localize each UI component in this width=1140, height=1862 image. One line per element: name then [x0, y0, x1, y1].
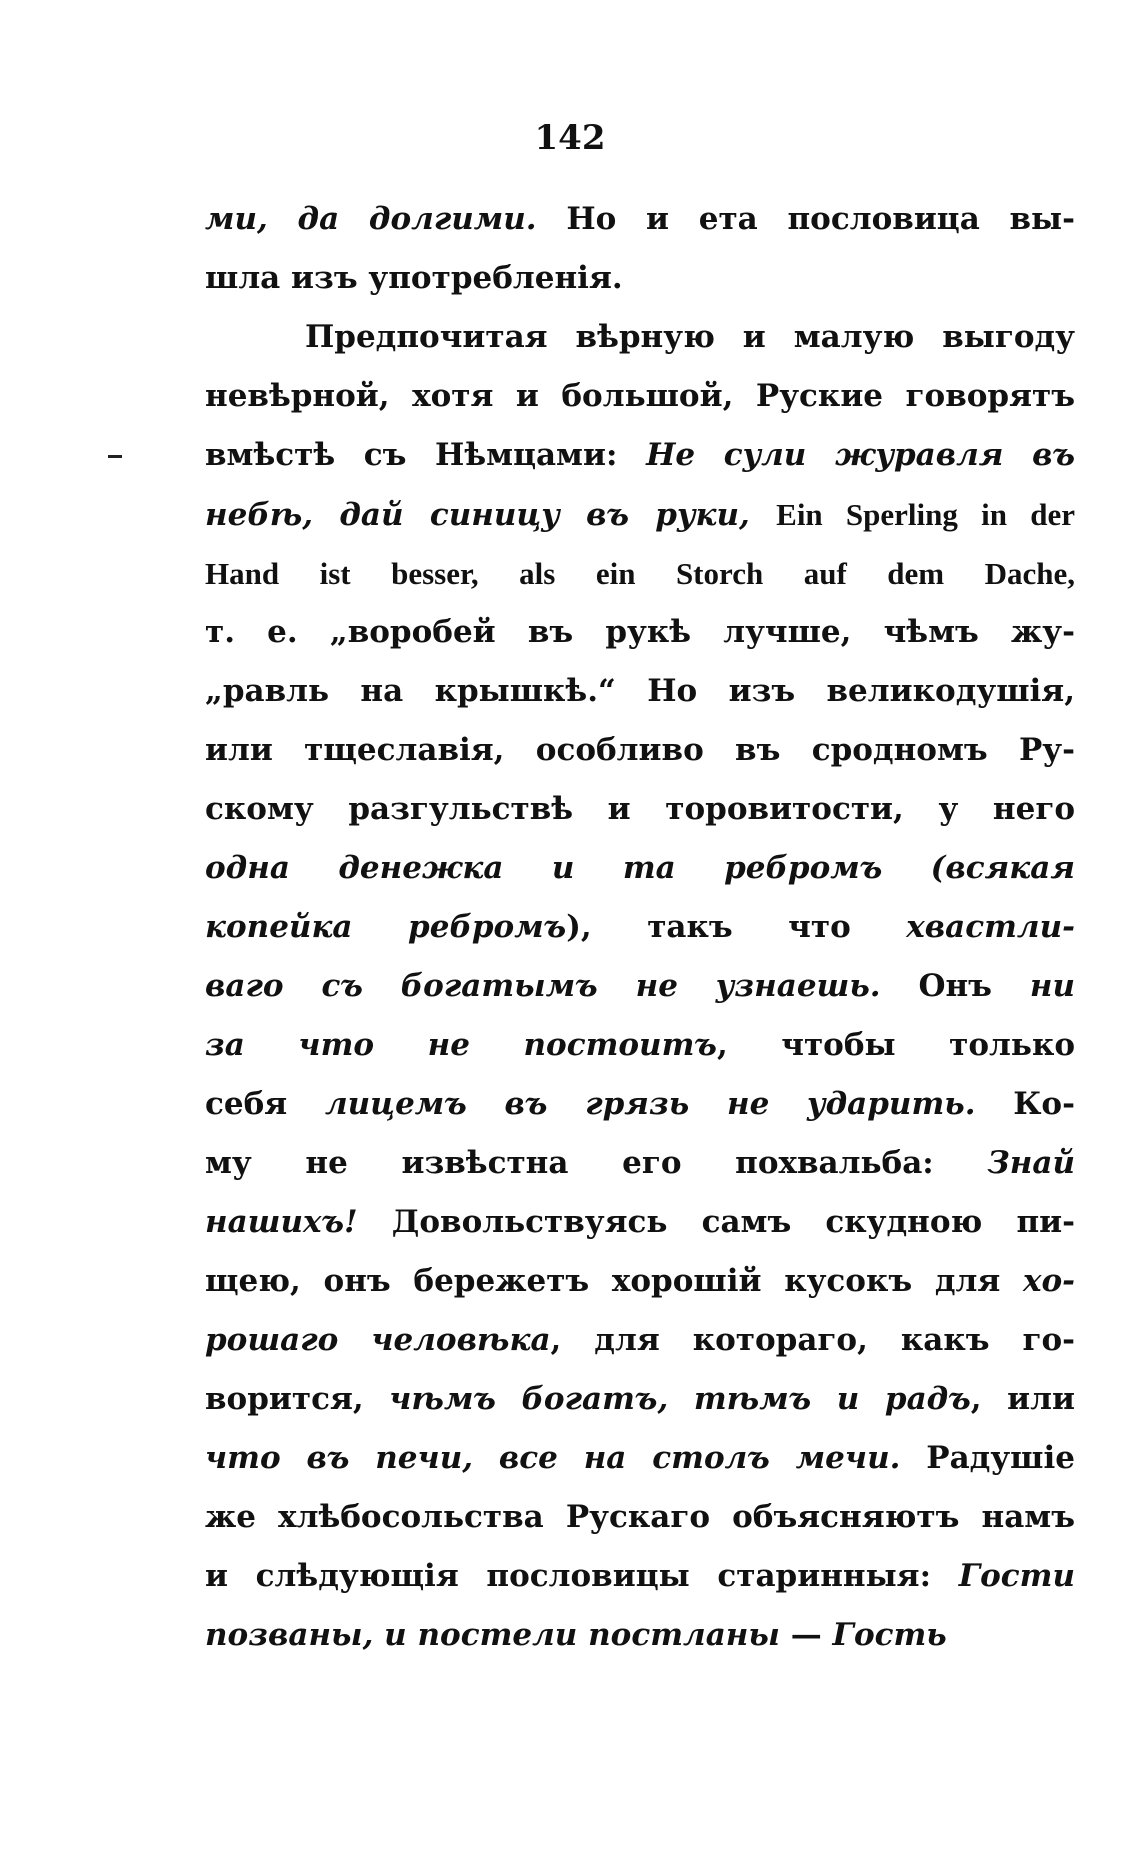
text-segment: „равль на крышкѣ.“ Но изъ великодушія,	[205, 673, 1075, 709]
text-segment: , для котораго, какъ го-	[550, 1322, 1075, 1358]
italic-text: Гость	[832, 1617, 947, 1653]
body-text	[205, 190, 1075, 1665]
text-segment: му не извѣстна его похвальба:	[205, 1145, 988, 1181]
italic-text: что въ печи, все на столъ мечи.	[205, 1440, 901, 1476]
text-segment: шла изъ употребленія.	[205, 260, 623, 296]
text-line	[205, 721, 1075, 780]
italic-text: Гости	[958, 1558, 1075, 1594]
text-segment: вмѣстѣ съ Нѣмцами:	[205, 437, 647, 473]
italic-text: нашихъ!	[205, 1204, 358, 1240]
text-segment: Ко-	[975, 1086, 1075, 1122]
text-line	[205, 308, 1075, 367]
text-segment: и слѣдующія пословицы старинныя:	[205, 1558, 959, 1594]
text-segment: Но и ета пословица вы-	[536, 201, 1076, 237]
italic-text: хвастли-	[906, 909, 1075, 945]
italic-text: позваны, и постели постланы	[205, 1617, 780, 1653]
text-line	[205, 1311, 1075, 1370]
text-segment: Радушіе	[900, 1440, 1075, 1476]
text-segment: себя	[205, 1086, 325, 1122]
italic-text: за что не постоитъ	[205, 1027, 717, 1063]
italic-text: рошаго человѣка	[205, 1322, 551, 1358]
italic-text: чѣмъ богатъ, тѣмъ и радъ	[389, 1381, 971, 1417]
italic-text: копейка ребромъ	[205, 909, 567, 945]
text-line	[205, 190, 1075, 249]
italic-text: одна денежка и та ребромъ (всякая	[205, 850, 1075, 886]
italic-text: лицемъ въ грязь не ударить.	[324, 1086, 976, 1122]
text-line	[205, 662, 1075, 721]
text-line	[205, 780, 1075, 839]
german-text: Ein Sperling in der	[776, 497, 1076, 532]
german-text: Hand ist besser, als ein Storch auf dem Dache,	[205, 556, 1075, 591]
text-segment: или тщеславія, особливо въ сродномъ Ру-	[205, 732, 1075, 768]
text-line	[205, 485, 1075, 544]
italic-text: ваго съ богатымъ не узнаешь.	[205, 968, 881, 1004]
text-segment: ворится,	[205, 1381, 390, 1417]
italic-text: небѣ, дай синицу въ руки,	[205, 497, 777, 533]
text-line	[205, 603, 1075, 662]
text-segment: , чтобы только	[716, 1027, 1076, 1063]
text-line	[205, 249, 1075, 308]
text-segment: —	[779, 1617, 833, 1653]
text-line	[205, 1252, 1075, 1311]
text-segment: Предпочитая вѣрную и малую выгоду	[305, 319, 1075, 355]
text-line	[205, 1016, 1075, 1075]
text-segment: ), такъ что	[566, 909, 907, 945]
italic-text: Знай	[987, 1145, 1075, 1181]
text-line	[205, 367, 1075, 426]
text-line	[205, 1488, 1075, 1547]
italic-text: ни	[1029, 968, 1075, 1004]
italic-text: хо-	[1022, 1263, 1075, 1299]
text-segment: скому разгульствѣ и торовитости, у него	[205, 791, 1075, 827]
text-segment: щею, онъ бережетъ хорошій кусокъ для	[205, 1263, 1023, 1299]
text-line	[205, 426, 1075, 485]
text-segment: невѣрной, хотя и большой, Руские говорятъ	[205, 378, 1075, 414]
page-number: 142	[534, 118, 606, 158]
text-line	[205, 1429, 1075, 1488]
text-line	[205, 898, 1075, 957]
text-line	[205, 1606, 1075, 1665]
text-segment: Довольствуясь самъ скудною пи-	[357, 1204, 1075, 1240]
text-line	[205, 1134, 1075, 1193]
text-line	[205, 544, 1075, 603]
text-line	[205, 957, 1075, 1016]
text-segment: Онъ	[880, 968, 1030, 1004]
text-line	[205, 1075, 1075, 1134]
margin-mark	[108, 455, 122, 458]
italic-text: Не сули журавля въ	[646, 437, 1076, 473]
text-line	[205, 1370, 1075, 1429]
text-segment: т. е. „воробей въ рукѣ лучше, чѣмъ жу-	[205, 614, 1075, 650]
text-segment: , или	[970, 1381, 1075, 1417]
text-line	[205, 1193, 1075, 1252]
text-segment: же хлѣбосольства Рускаго объясняютъ намъ	[205, 1499, 1075, 1535]
text-line	[205, 1547, 1075, 1606]
text-line	[205, 839, 1075, 898]
italic-text: ми, да долгими.	[205, 201, 537, 237]
